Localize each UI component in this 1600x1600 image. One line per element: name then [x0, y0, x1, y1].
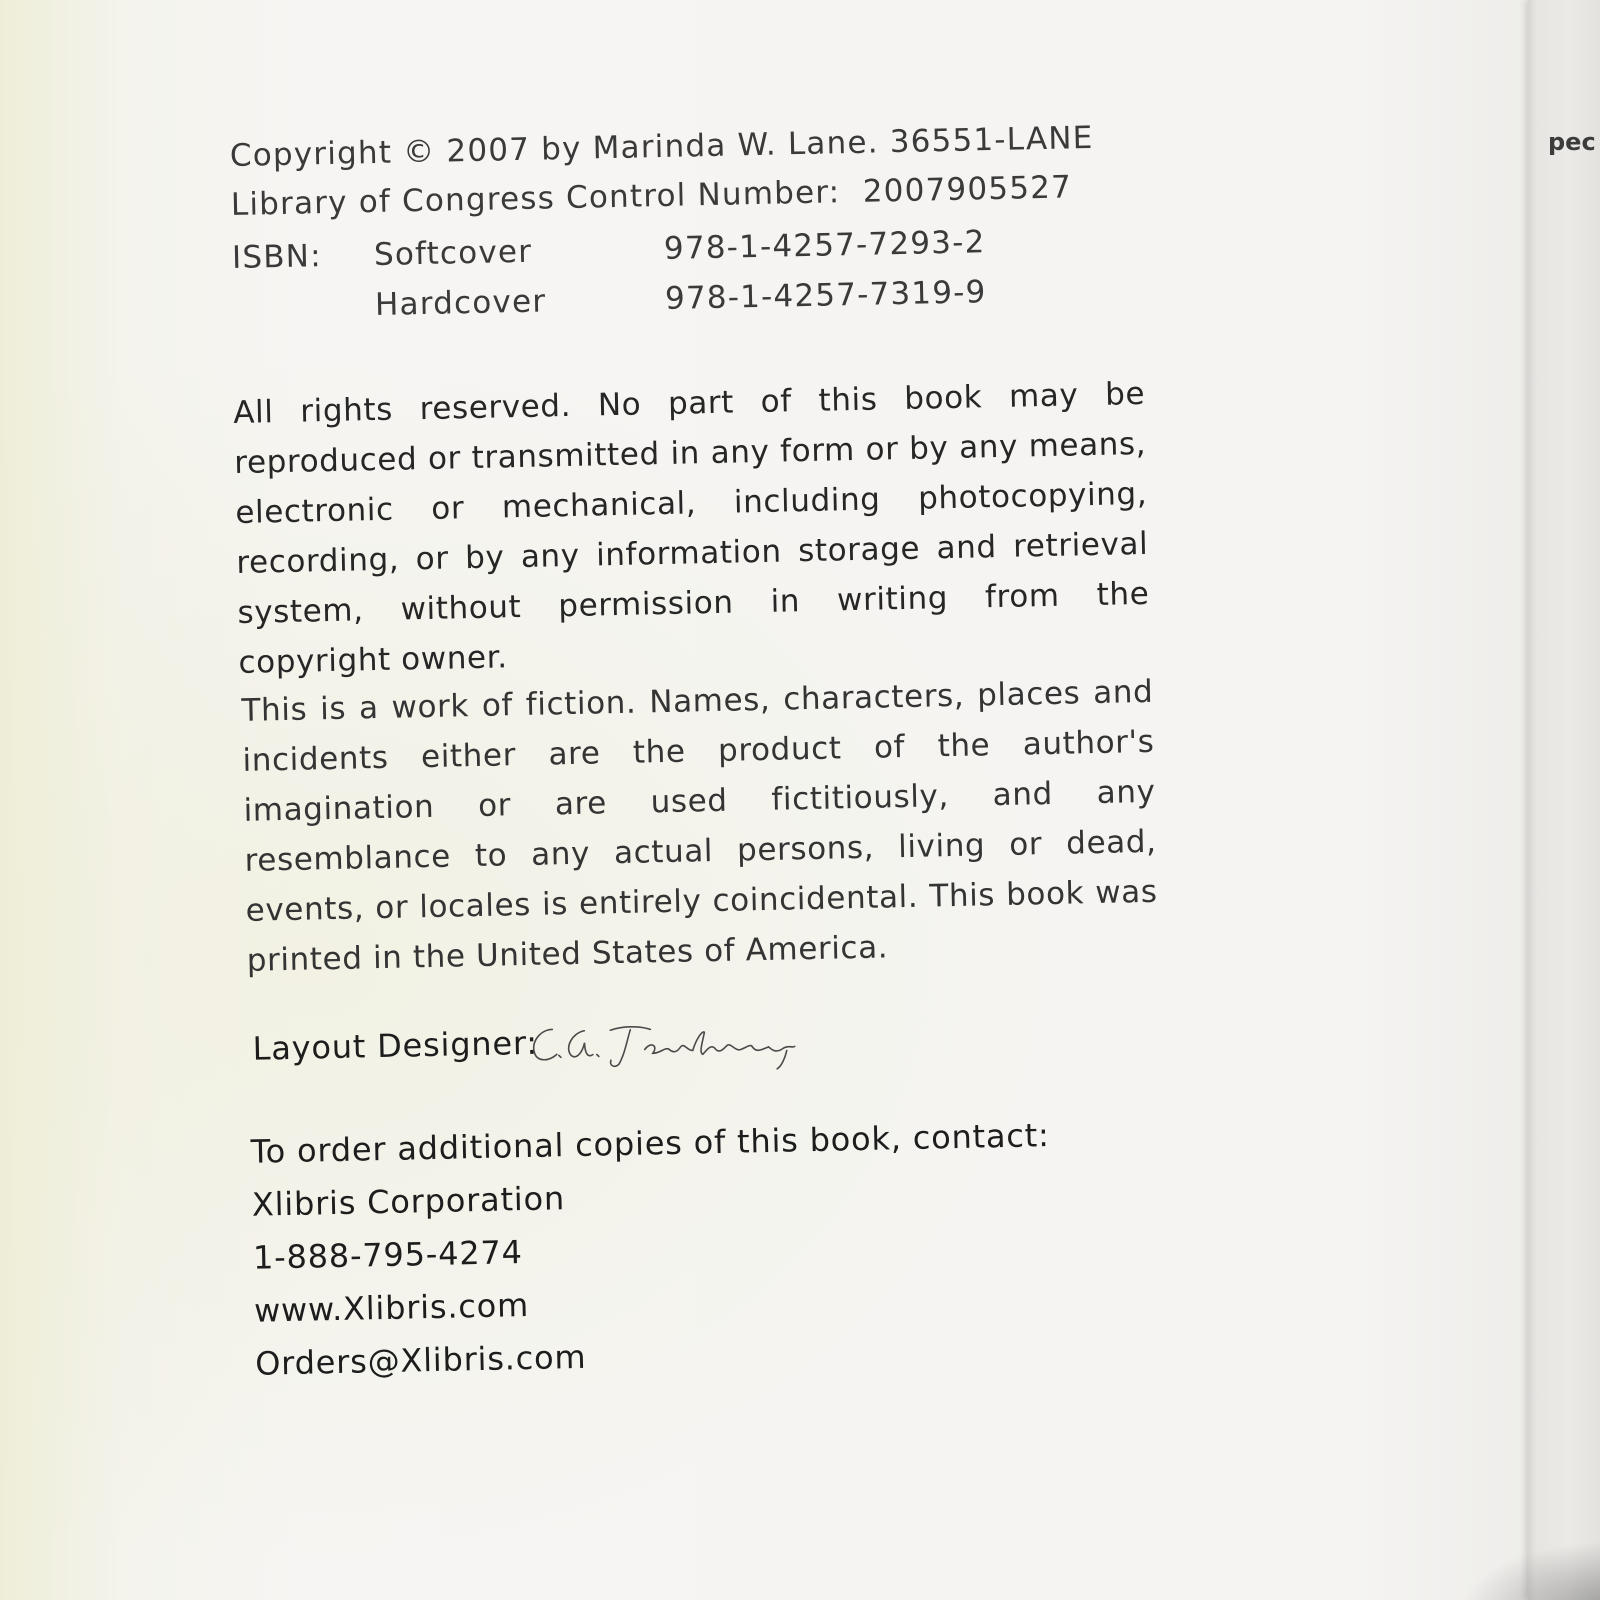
isbn-number-softcover: 978-1-4257-7293-2 [663, 224, 986, 267]
isbn-number-hardcover: 978-1-4257-7319-9 [664, 274, 987, 317]
adjacent-page [1528, 0, 1600, 1600]
order-intro: To order additional copies of this book, contact: [250, 1116, 1051, 1171]
corner-shadow [1460, 1540, 1600, 1600]
publisher-phone: 1-888-795-4274 [252, 1233, 524, 1277]
fiction-notice-paragraph: This is a work of fiction. Names, characters, places and incidents either are the product of the author's imagination or are used fictitiously, and any resemblance to any actual persons, living or dead, events, or locales is entirely coincidental. This book was printed in the United States of America. [241, 673, 1158, 979]
isbn-label: ISBN: [231, 238, 323, 276]
layout-designer-label: Layout Designer: [252, 1023, 539, 1068]
lccn-label: Library of Congress Control Number: [230, 174, 841, 223]
adjacent-page-text: pec [1548, 128, 1596, 156]
publisher-email: Orders@Xlibris.com [254, 1337, 587, 1383]
signature-scribble [526, 1016, 827, 1078]
isbn-format-hardcover: Hardcover [374, 283, 547, 323]
copyright-line: Copyright © 2007 by Marinda W. Lane. 36551-LANE [229, 119, 1094, 174]
lccn-value: 2007905527 [862, 169, 1073, 210]
publisher-name: Xlibris Corporation [251, 1179, 566, 1224]
layout-designer-signature [526, 1016, 827, 1082]
isbn-format-softcover: Softcover [373, 233, 533, 274]
rights-paragraph: All rights reserved. No part of this book may be reproduced or transmitted in any form or by any means, electronic or mechanical, including photocopying, recording, or by any information storage and retrieval system, without permission in writing from the copyright owner. [232, 375, 1150, 681]
publisher-website: www.Xlibris.com [253, 1285, 530, 1330]
